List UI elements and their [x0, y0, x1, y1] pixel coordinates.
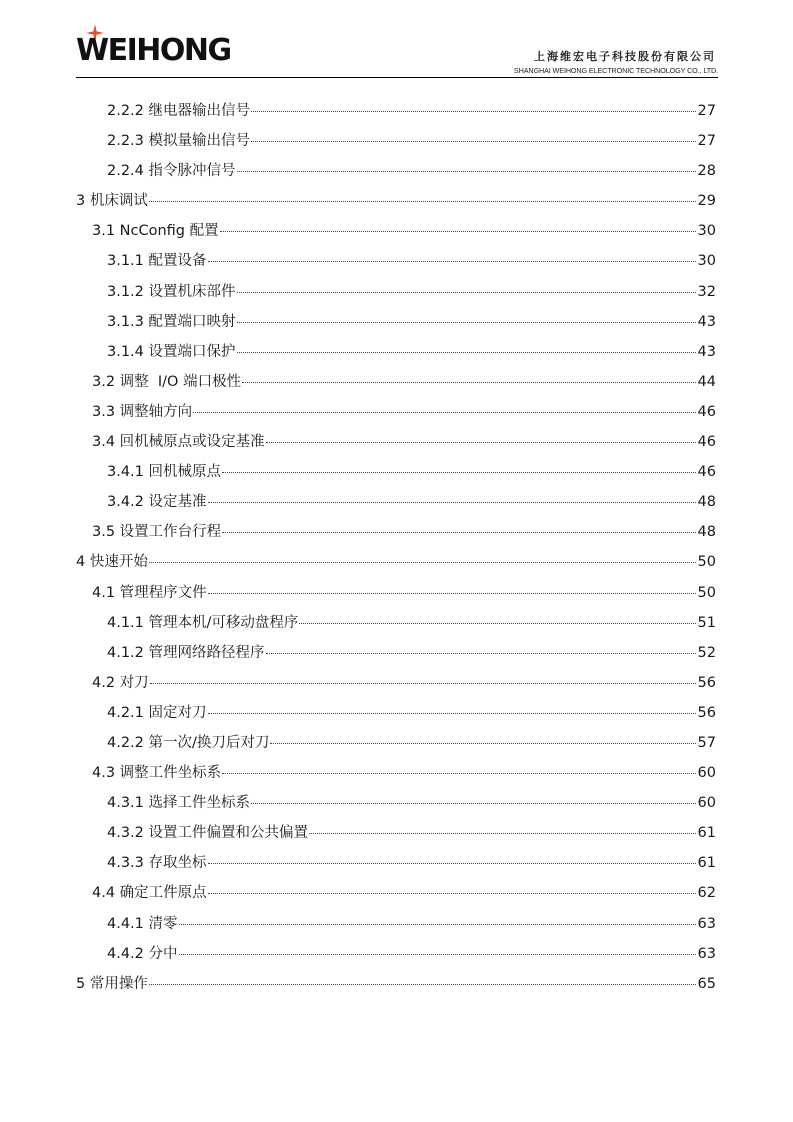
- toc-entry[interactable]: [76, 367, 716, 397]
- toc-entry-number: 4.3.1: [107, 795, 144, 812]
- toc-entry-title: 管理程序文件: [119, 584, 207, 601]
- toc-dot-leader: [193, 412, 695, 413]
- toc-entry[interactable]: [76, 277, 716, 307]
- toc-entry[interactable]: [76, 427, 716, 457]
- toc-dot-leader: [208, 502, 696, 503]
- toc-entry-title: 继电器输出信号: [148, 103, 251, 119]
- toc-dot-leader: [242, 382, 695, 383]
- toc-entry[interactable]: [76, 909, 716, 939]
- toc-entry[interactable]: [76, 216, 716, 246]
- toc-entry[interactable]: [76, 668, 716, 698]
- toc-entry-page: 62: [697, 885, 716, 902]
- toc-entry-page: 29: [697, 193, 716, 210]
- toc-entry-page: 51: [697, 614, 716, 631]
- toc-dot-leader: [179, 954, 696, 955]
- toc-entry-page: 57: [697, 734, 716, 751]
- toc-entry-label: [107, 96, 250, 126]
- toc-entry-label: [107, 698, 207, 728]
- toc-dot-leader: [237, 171, 696, 172]
- toc-entry-number: 3: [76, 193, 86, 210]
- toc-entry-title: 第一次/换刀后对刀: [148, 734, 270, 751]
- toc-dot-leader: [237, 322, 696, 323]
- toc-dot-leader: [251, 141, 696, 142]
- toc-entry[interactable]: [76, 608, 716, 638]
- toc-dot-leader: [208, 893, 696, 894]
- toc-entry-title: 设定基准: [148, 494, 207, 511]
- toc-entry-label: [107, 277, 236, 307]
- toc-entry-title: 选择工件坐标系: [148, 795, 251, 812]
- toc-entry-label: [92, 517, 221, 547]
- toc-dot-leader: [251, 803, 696, 804]
- toc-entry-label: [76, 969, 148, 999]
- toc-dot-leader: [208, 261, 696, 262]
- toc-entry-number: 3.1.1: [107, 253, 144, 270]
- toc-entry-label: [107, 818, 308, 848]
- toc-entry[interactable]: [76, 818, 716, 848]
- toc-entry-title: 固定对刀: [148, 704, 207, 721]
- toc-entry-number: 3.1: [92, 223, 116, 240]
- toc-entry[interactable]: [76, 638, 716, 668]
- toc-entry-number: 4.4: [92, 885, 116, 902]
- toc-entry[interactable]: [76, 788, 716, 818]
- toc-dot-leader: [266, 442, 696, 443]
- toc-entry[interactable]: [76, 337, 716, 367]
- toc-entry-title: 配置端口映射: [148, 313, 236, 330]
- toc-entry[interactable]: [76, 969, 716, 999]
- toc-entry-number: 4.3: [92, 765, 116, 782]
- toc-entry-title: 管理本机/可移动盘程序: [148, 614, 299, 631]
- toc-entry-number: 4.2.1: [107, 704, 144, 721]
- toc-entry-title: 设置工件偏置和公共偏置: [148, 825, 309, 842]
- toc-entry-label: [92, 427, 265, 457]
- toc-dot-leader: [251, 111, 696, 112]
- toc-entry-label: [76, 186, 148, 216]
- toc-entry[interactable]: [76, 457, 716, 487]
- toc-entry-title: 模拟量输出信号: [148, 133, 251, 150]
- page-header: [76, 24, 718, 78]
- toc-dot-leader: [149, 201, 696, 202]
- toc-entry-page: 30: [697, 223, 716, 240]
- toc-entry-label: [107, 457, 221, 487]
- toc-entry[interactable]: [76, 156, 716, 186]
- toc-entry-label: [107, 246, 207, 276]
- toc-entry-label: [92, 578, 207, 608]
- toc-entry-number: 3.1.4: [107, 343, 144, 360]
- company-name-en: SHANGHAI WEIHONG ELECTRONIC TECHNOLOGY CO., LTD.: [513, 66, 718, 75]
- toc-entry[interactable]: [76, 758, 716, 788]
- toc-entry-title: 设置工作台行程: [119, 524, 222, 541]
- toc-entry-page: 50: [697, 584, 716, 601]
- toc-entry-label: [107, 638, 265, 668]
- toc-entry[interactable]: [76, 939, 716, 969]
- toc-entry-title: 设置机床部件: [148, 283, 236, 300]
- toc-entry-title: NcConfig 配置: [119, 223, 219, 240]
- toc-dot-leader: [150, 683, 696, 684]
- toc-entry-number: 2.2.2: [107, 103, 144, 119]
- toc-entry-number: 4.3.2: [107, 825, 144, 842]
- toc-entry[interactable]: [76, 307, 716, 337]
- header-divider: [76, 77, 718, 78]
- toc-entry-label: [76, 547, 148, 577]
- toc-entry-label: [92, 397, 192, 427]
- toc-entry[interactable]: [76, 397, 716, 427]
- toc-dot-leader: [270, 743, 695, 744]
- toc-entry-title: 对刀: [119, 674, 149, 691]
- toc-entry[interactable]: [76, 698, 716, 728]
- toc-entry-number: 4.4.1: [107, 915, 144, 932]
- toc-entry-number: 4.3.3: [107, 855, 144, 872]
- toc-dot-leader: [208, 593, 696, 594]
- toc-entry[interactable]: [76, 96, 716, 126]
- toc-dot-leader: [208, 863, 696, 864]
- toc-entry-label: [107, 126, 250, 156]
- toc-entry-page: 56: [697, 704, 716, 721]
- toc-entry-label: [92, 878, 207, 908]
- toc-entry-label: [107, 848, 207, 878]
- toc-entry-page: 50: [697, 554, 716, 571]
- toc-entry-page: 60: [697, 765, 716, 782]
- toc-entry-page: 27: [697, 133, 716, 150]
- toc-entry-number: 4.1: [92, 584, 116, 601]
- toc-dot-leader: [222, 472, 696, 473]
- toc-entry-page: 56: [697, 674, 716, 691]
- toc-entry-page: 43: [697, 343, 716, 360]
- toc-entry-page: 46: [697, 464, 716, 481]
- toc-entry-page: 48: [697, 494, 716, 511]
- toc-entry-page: 52: [697, 644, 716, 661]
- toc-entry-title: 调整工件坐标系: [119, 765, 222, 782]
- toc-entry-title: 调整 I/O 端口极性: [119, 373, 242, 390]
- toc-entry-number: 4.1.1: [107, 614, 144, 631]
- toc-entry-number: 4.4.2: [107, 945, 144, 962]
- toc-dot-leader: [179, 924, 696, 925]
- toc-entry-label: [107, 728, 269, 758]
- toc-entry-title: 设置端口保护: [148, 343, 236, 360]
- toc-entry-page: 48: [697, 524, 716, 541]
- toc-entry-label: [92, 216, 219, 246]
- toc-entry-number: 3.1.3: [107, 313, 144, 330]
- toc-entry[interactable]: [76, 517, 716, 547]
- toc-entry[interactable]: [76, 487, 716, 517]
- toc-dot-leader: [237, 352, 696, 353]
- toc-entry-label: [107, 487, 207, 517]
- toc-entry[interactable]: [76, 578, 716, 608]
- toc-entry-number: 3.2: [92, 373, 116, 390]
- toc-dot-leader: [208, 713, 696, 714]
- toc-entry[interactable]: [76, 186, 716, 216]
- toc-entry-label: [107, 337, 236, 367]
- toc-dot-leader: [222, 532, 695, 533]
- toc-entry-number: 3.4.1: [107, 464, 144, 481]
- toc-entry-page: 30: [697, 253, 716, 270]
- toc-entry-page: 61: [697, 855, 716, 872]
- toc-entry-page: 43: [697, 313, 716, 330]
- toc-entry-number: 3.5: [92, 524, 116, 541]
- toc-entry-label: [92, 758, 221, 788]
- toc-entry-number: 4.1.2: [107, 644, 144, 661]
- company-name-cn: 上海维宏电子科技股份有限公司: [534, 50, 716, 63]
- toc-entry[interactable]: [76, 547, 716, 577]
- toc-entry-number: 3.1.2: [107, 283, 144, 300]
- toc-dot-leader: [149, 984, 696, 985]
- toc-entry-title: 常用操作: [89, 975, 148, 992]
- toc-dot-leader: [266, 653, 696, 654]
- toc-entry-title: 调整轴方向: [119, 403, 193, 420]
- toc-entry-label: [107, 156, 236, 186]
- toc-entry-title: 配置设备: [148, 253, 207, 270]
- toc-dot-leader: [222, 773, 695, 774]
- toc-entry-title: 回机械原点: [148, 464, 222, 481]
- weihong-logo: [76, 24, 246, 68]
- toc-entry-page: 65: [697, 975, 716, 992]
- toc-entry-label: [107, 307, 236, 337]
- toc-entry-page: 46: [697, 403, 716, 420]
- toc-entry-label: [92, 367, 241, 397]
- toc-entry-number: 4.2: [92, 674, 116, 691]
- toc-entry-page: 63: [697, 945, 716, 962]
- toc-dot-leader: [309, 833, 696, 834]
- toc-dot-leader: [237, 292, 696, 293]
- toc-entry-page: 27: [697, 103, 716, 119]
- toc-entry-title: 存取坐标: [148, 855, 207, 872]
- toc-entry[interactable]: [76, 246, 716, 276]
- toc-entry-label: [107, 608, 298, 638]
- toc-entry-title: 快速开始: [89, 554, 148, 571]
- toc-entry-page: 61: [697, 825, 716, 842]
- toc-entry-page: 63: [697, 915, 716, 932]
- logo-text: WEIHONG: [76, 33, 231, 68]
- toc-entry-number: 4: [76, 554, 86, 571]
- toc-entry-title: 清零: [148, 915, 178, 932]
- table-of-contents: [76, 96, 716, 999]
- toc-entry[interactable]: [76, 728, 716, 758]
- toc-entry-number: 2.2.4: [107, 163, 144, 180]
- toc-entry-title: 机床调试: [89, 193, 148, 210]
- toc-entry-label: [107, 788, 250, 818]
- toc-entry-label: [107, 939, 178, 969]
- toc-entry-number: 4.2.2: [107, 734, 144, 751]
- toc-entry-page: 28: [697, 163, 716, 180]
- toc-entry-title: 确定工件原点: [119, 885, 207, 902]
- toc-entry-label: [107, 909, 178, 939]
- toc-entry-page: 60: [697, 795, 716, 812]
- toc-entry-title: 分中: [148, 945, 178, 962]
- toc-entry[interactable]: [76, 878, 716, 908]
- toc-entry-title: 管理网络路径程序: [148, 644, 265, 661]
- toc-entry-title: 回机械原点或设定基准: [119, 434, 265, 451]
- toc-dot-leader: [220, 231, 696, 232]
- toc-dot-leader: [299, 623, 695, 624]
- toc-entry-title: 指令脉冲信号: [148, 163, 236, 180]
- toc-entry-label: [92, 668, 149, 698]
- toc-entry-number: 3.4.2: [107, 494, 144, 511]
- toc-entry[interactable]: [76, 848, 716, 878]
- toc-entry-page: 32: [697, 283, 716, 300]
- toc-entry-page: 46: [697, 434, 716, 451]
- toc-dot-leader: [149, 562, 696, 563]
- toc-entry-number: 3.4: [92, 434, 116, 451]
- toc-entry-number: 5: [76, 975, 86, 992]
- toc-entry-page: 44: [697, 373, 716, 390]
- toc-entry-number: 3.3: [92, 403, 116, 420]
- toc-entry[interactable]: [76, 126, 716, 156]
- toc-entry-number: 2.2.3: [107, 133, 144, 150]
